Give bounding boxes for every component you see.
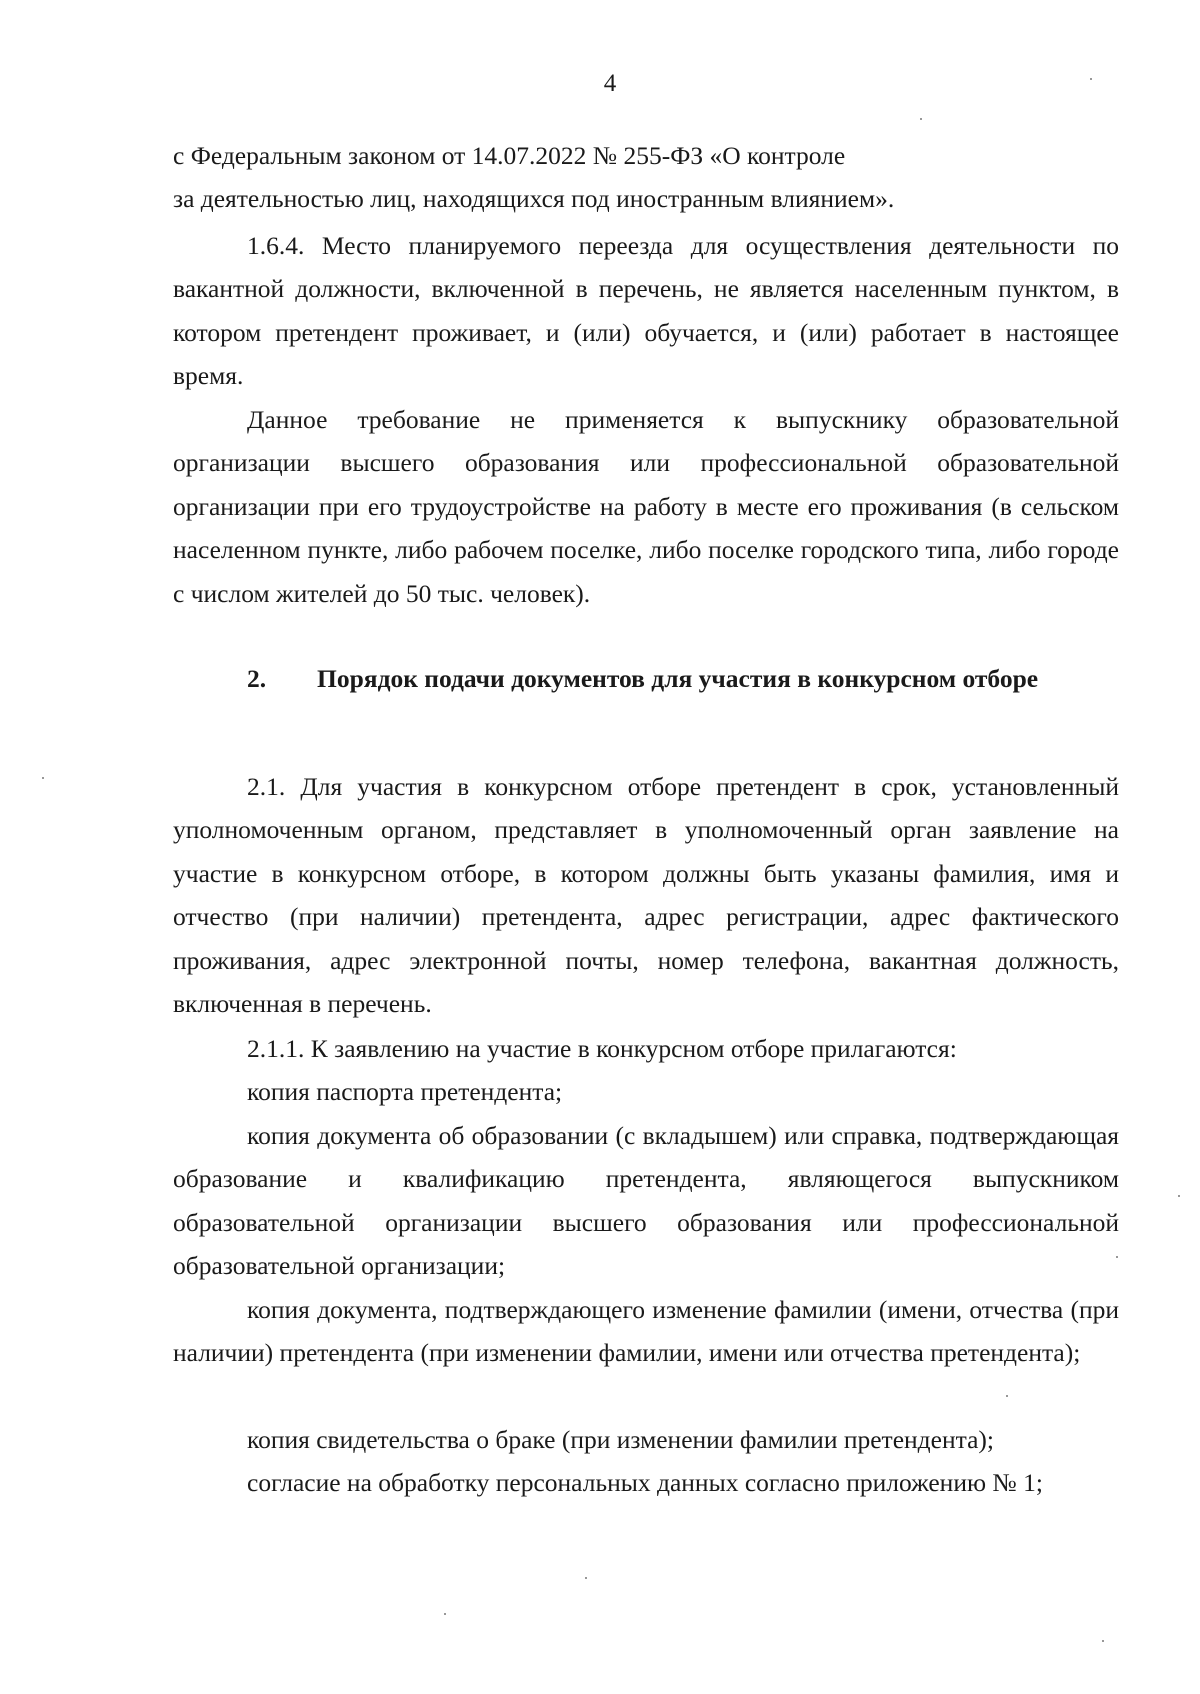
paragraph-line: за деятельностью лиц, находящихся под иностранным влиянием». xyxy=(173,184,895,214)
scan-speck xyxy=(42,777,44,779)
page-number: 4 xyxy=(603,70,617,97)
paragraph-text: копия документа об образовании (с вкладышем) или справка, подтверждающая образование и квалификацию претендента, являющегося выпускником образовательной организации высшего образования или профессиональной образовательной организации; xyxy=(173,1121,1119,1281)
paragraph-text: 1.6.4. Место планируемого переезда для осуществления деятельности по вакантной должности, включенной в перечень, не является населенным пунктом, в котором претендент проживает, и (или) обучается, и (или) работает в настоящее время. xyxy=(173,231,1119,391)
section-number: 2. xyxy=(247,664,267,693)
paragraph-text: копия документа, подтверждающего изменение фамилии (имени, отчества (при наличии) претендента (при изменении фамилии, имени или отчества претендента); xyxy=(173,1295,1119,1368)
list-item-education-document xyxy=(173,1114,1119,1288)
paragraph-requirement-exception xyxy=(173,398,1119,615)
section-title: Порядок подачи документов для участия в конкурсном отборе xyxy=(317,664,1039,693)
paragraph-text: согласие на обработку персональных данных согласно приложению № 1; xyxy=(247,1468,1043,1497)
list-item-passport: копия паспорта претендента; xyxy=(247,1077,563,1106)
scan-speck xyxy=(920,118,922,120)
paragraph-1-6-4 xyxy=(173,224,1119,398)
paragraph-line: с Федеральным законом от 14.07.2022 № 255-ФЗ «О контроле xyxy=(173,141,846,170)
scan-speck xyxy=(1178,1195,1180,1197)
paragraph-text: 2.1. Для участия в конкурсном отборе претендент в срок, установленный уполномоченным органом, представляет в уполномоченный орган заявление на участие в конкурсном отборе, в котором должны быть указаны фамилия, имя и отчество (при наличии) претендента, адрес регистрации, адрес фактического проживания, адрес электронной почты, номер телефона, вакантная должность, включенная в перечень. xyxy=(173,772,1119,1019)
paragraph-text: Данное требование не применяется к выпускнику образовательной организации высшего образования или профессиональной образовательной организации при его трудоустройстве на работу в месте его проживания (в сельском населенном пункте, либо рабочем поселке, либо поселке городского типа, либо городе с числом жителей до 50 тыс. человек). xyxy=(173,405,1119,608)
scan-speck xyxy=(1102,1640,1104,1642)
paragraph-2-1-1: 2.1.1. К заявлению на участие в конкурсном отборе прилагаются: xyxy=(247,1034,957,1063)
paragraph-continuation xyxy=(173,134,1119,221)
scan-speck xyxy=(1006,1395,1008,1397)
list-item-marriage-certificate: копия свидетельства о браке (при изменении фамилии претендента); xyxy=(247,1425,994,1454)
scan-speck xyxy=(444,1613,446,1615)
scan-speck xyxy=(1090,78,1092,80)
paragraph-2-1 xyxy=(173,765,1119,1025)
scan-speck xyxy=(585,1577,587,1579)
list-item-name-change-document xyxy=(173,1288,1119,1375)
scan-speck xyxy=(1116,1256,1118,1258)
list-item-personal-data-consent xyxy=(173,1461,1119,1504)
